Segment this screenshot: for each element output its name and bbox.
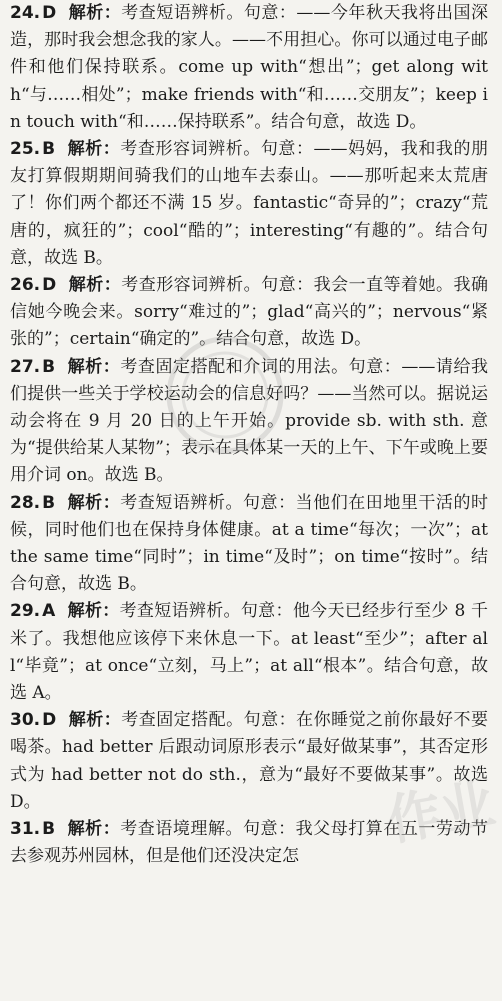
answer-item-29 (10, 598, 488, 707)
analysis-text: 考查短语辨析。句意：——今年秋天我将出国深造，那时我会想念我的家人。——不用担心。你可以通过电子邮件和他们保持联系。come up with“想出”；get along with“与……相处”；make friends with“和……交朋友”；keep in touch with“和……保持联系”。结合句意，故选 D。 (10, 3, 489, 132)
question-number: 31. (10, 819, 41, 840)
answer-item-26 (10, 272, 488, 354)
question-number: 30. (10, 710, 41, 731)
answer-choice: D (42, 710, 57, 731)
answer-item-24 (10, 0, 488, 136)
answer-choice: B (42, 356, 56, 377)
question-number: 26. (10, 275, 41, 296)
analysis-label: 解析： (68, 275, 122, 296)
answer-choice: B (42, 139, 56, 160)
answer-item-27 (10, 354, 488, 490)
answer-item-28 (10, 490, 488, 599)
analysis-label: 解析： (67, 139, 121, 160)
analysis-text: 考查短语辨析。句意：他今天已经步行至少 8 千米了。我想他应该停下来休息一下。at least“至少”；after all“毕竟”；at once“立刻，马上”；at all“根本”。结合句意，故选 A。 (10, 601, 489, 704)
corner-watermark: 作业 (382, 772, 500, 853)
question-number: 27. (10, 356, 41, 377)
answer-choice: B (42, 492, 56, 513)
analysis-text: 考查固定搭配和介词的用法。句意：——请给我们提供一些关于学校运动会的信息好吗？——当然可以。据说运动会将在 9 月 20 日的上午开始。provide sb. with sth. 意为“提供给某人某物”；表示在具体某一天的上午、下午或晚上要用介词 on。故选 B。 (10, 356, 489, 486)
analysis-label: 解析： (68, 710, 122, 731)
answer-choice: D (42, 275, 57, 296)
analysis-text: 考查形容词辨析。句意：——妈妈，我和我的朋友打算假期期间骑我们的山地车去泰山。——那听起来太荒唐了！你们两个都还不满 15 岁。fantastic“奇异的”；crazy“荒唐的，疯狂的”；cool“酷的”；interesting“有趣的”。结合句意，故选 B。 (10, 139, 489, 268)
answer-choice: A (42, 601, 56, 622)
analysis-text: 考查语境理解。句意：我父母打算在五一劳动节去参观苏州园林，但是他们还没决定怎 (10, 819, 489, 867)
question-number: 28. (10, 492, 41, 513)
analysis-text: 考查固定搭配。句意：在你睡觉之前你最好不要喝茶。had better 后跟动词原形表示“最好做某事”，其否定形式为 had better not do sth.，意为“最好不要做某事”。故选 D。 (10, 710, 489, 812)
analysis-label: 解析： (68, 3, 122, 23)
question-number: 24. (10, 3, 41, 23)
answer-item-30 (10, 707, 488, 816)
analysis-text: 考查短语辨析。句意：当他们在田地里干活的时候，同时他们也在保持身体健康。at a time“每次；一次”；at the same time“同时”；in time“及时”；on time“按时”。结合句意，故选 B。 (10, 492, 489, 595)
question-number: 25. (10, 139, 41, 160)
answer-item-25 (10, 136, 488, 272)
answer-choice: D (42, 3, 57, 23)
answer-item-31 (10, 816, 488, 870)
question-number: 29. (10, 601, 41, 622)
analysis-label: 解析： (67, 492, 121, 513)
analysis-text: 考查形容词辨析。句意：我会一直等着她。我确信她今晚会来。sorry“难过的”；glad“高兴的”；nervous“紧张的”；certain“确定的”。结合句意，故选 D。 (10, 275, 489, 350)
analysis-label: 解析： (67, 601, 120, 622)
answer-choice: B (42, 819, 56, 840)
analysis-label: 解析： (67, 819, 121, 840)
analysis-label: 解析： (67, 356, 121, 377)
